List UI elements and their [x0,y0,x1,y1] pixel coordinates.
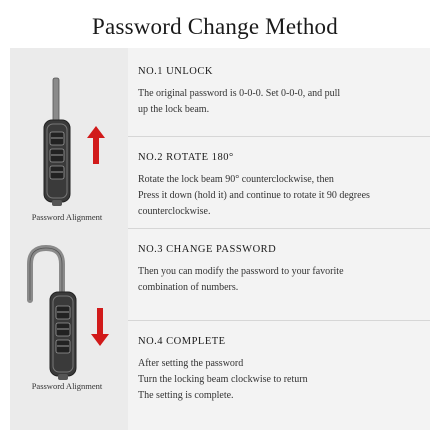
step-title: NO.2 ROTATE 180° [138,152,234,163]
step-title: NO.3 CHANGE PASSWORD [138,244,277,255]
step-divider [128,320,430,321]
step-4 [138,336,423,404]
step-3 [138,244,423,296]
step-line: Rotate the lock beam 90° counterclockwise, then [138,174,334,185]
step-line: The original password is 0-0-0. Set 0-0-0, and pull [138,88,341,99]
step-description [138,356,423,404]
step-line: Press it down (hold it) and continue to rotate it 90 degrees [138,190,370,201]
step-description [138,172,423,220]
step-title: NO.1 UNLOCK [138,66,213,77]
step-line: The setting is complete. [138,390,234,401]
step-divider [128,228,430,229]
step-title: NO.4 COMPLETE [138,336,226,347]
password-alignment-caption-bottom: Password Alignment [31,381,103,391]
up-arrow-icon [87,126,105,164]
step-description [138,86,423,118]
page-title: Password Change Method [92,14,338,39]
step-2 [138,152,423,220]
step-line: Turn the locking beam clockwise to return [138,374,308,385]
step-line: Then you can modify the password to your favorite [138,266,344,277]
step-1 [138,66,423,118]
step-line: up the lock beam. [138,104,210,115]
password-alignment-caption-top: Password Alignment [31,212,103,222]
step-line: After setting the password [138,358,244,369]
step-line: counterclockwise. [138,206,211,217]
step-description [138,264,423,296]
down-arrow-icon [91,308,109,346]
step-divider [128,136,430,137]
step-line: combination of numbers. [138,282,239,293]
padlock-icon [20,244,100,384]
